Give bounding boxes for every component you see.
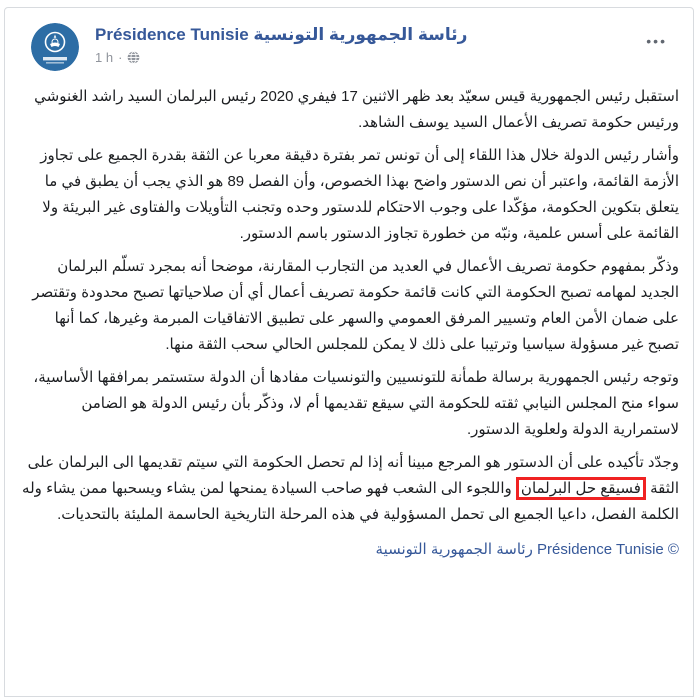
header-text-block	[95, 23, 467, 65]
post-paragraph: وتوجه رئيس الجمهورية برسالة طمأنة للتونسيين والتونسيات مفادها أن الدولة ستستمر بمرافقها الأساسية، سواء منح المجلس النيابي ثقته للحكومة التي سيقع تقديمها أم لا، وذكّر بأن رئيس الدولة هو الضامن لاستمرارية الدولة ولعلوية الدستور.	[33, 369, 679, 438]
timestamp[interactable]: 1 h	[95, 50, 114, 65]
final-paragraph-before: وجدّد تأكيده على أن الدستور هو المرجع مبينا أنه إذا لم تحصل الحكومة التي سيتم تقديمها الى البرلمان على الثقة	[27, 454, 679, 497]
page-credit-link[interactable]: © Présidence Tunisie رئاسة الجمهورية التونسية	[375, 541, 679, 558]
post-header	[5, 8, 693, 71]
meta-separator: ·	[118, 50, 123, 65]
post-paragraph: وأشار رئيس الدولة خلال هذا اللقاء إلى أن تونس تمر بفترة دقيقة معربا عن الثقة بقدرة الجميع على تجاوز الأزمة القائمة، واعتبر أن نص الدستور واضح بهذا الخصوص، وأن الفصل 89 هو الذي يجب أن يطبق في ما يتعلق بتكوين الحكومة، مؤكّدا على وجوب الاحتكام للدستور وحده وتجنب التأويلات والفتاوى غير البريئة ولا القائمة على أسس علمية، ونبّه من خطورة تجاوز الدستور باسم الدستور.	[40, 147, 679, 242]
post-paragraph: وذكّر بمفهوم حكومة تصريف الأعمال في العديد من التجارب المقارنة، موضحا أنه بمجرد تسلّم البرلمان الجديد لمهامه تصبح الحكومة التي كانت قائمة حكومة تصريف أعمال أي أن صلاحياتها تصبح محدودة وتقتصر على ضمان الأمن العام وتسيير المرفق العمومي والسهر على تطبيق الاتفاقيات المبرمة وغيرها، كما أنها تصبح غير مسؤولة سياسيا وترتيبا على ذلك لا يمكن للمجلس الحالي سحب الثقة منها.	[32, 258, 679, 353]
post-meta	[95, 50, 467, 65]
post-options-ellipsis-icon[interactable]: •••	[642, 32, 671, 50]
post-final-paragraph	[21, 450, 679, 528]
page-name-link[interactable]: Présidence Tunisie رئاسة الجمهورية التونسية	[95, 25, 468, 44]
facebook-post-card	[4, 7, 694, 697]
globe-public-icon	[127, 51, 140, 64]
post-body-text	[5, 71, 693, 528]
presidence-tunisie-logo-icon	[31, 58, 79, 71]
post-paragraph: استقبل رئيس الجمهورية قيس سعيّد بعد ظهر الاثنين 17 فيفري 2020 رئيس البرلمان السيد راشد الغنوشي ورئيس حكومة تصريف الأعمال السيد يوسف الشاهد.	[34, 88, 679, 131]
page-avatar[interactable]	[31, 23, 79, 71]
red-highlight-annotation: فسيقع حل البرلمان	[516, 477, 646, 500]
final-paragraph-after: واللجوء الى الشعب فهو صاحب السيادة يمنحها لمن يشاء ويسحبها ممن يشاء وله الكلمة الفصل، داعيا الجميع الى تحمل المسؤولية في هذه المرحلة التاريخية الحاسمة المليئة بالتحديات.	[22, 480, 679, 523]
